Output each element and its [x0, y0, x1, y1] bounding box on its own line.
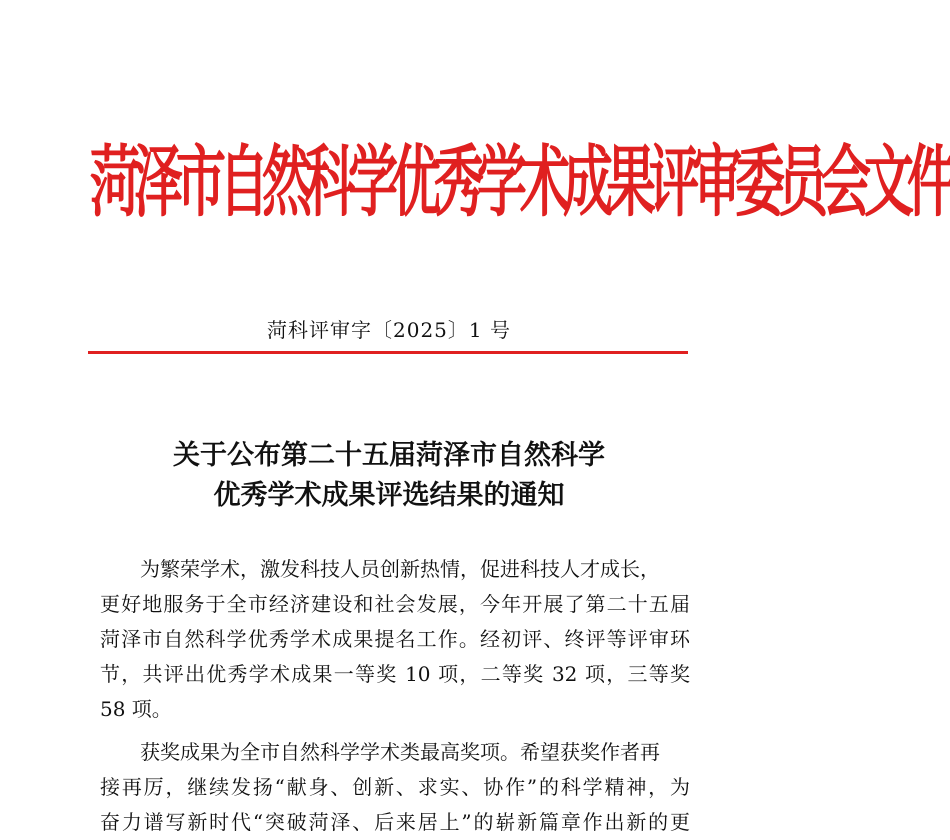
notice-title-line-1: 关于公布第二十五届菏泽市自然科学 — [173, 440, 605, 471]
notice-body — [100, 552, 690, 840]
notice-title — [90, 436, 688, 516]
document-number: 菏科评审字〔2025〕1 号 — [267, 318, 511, 342]
paragraph-2-line: 接再厉，继续发扬“献身、创新、求实、协作”的科学精神，为 — [100, 775, 690, 799]
org-masthead-title: 菏泽市自然科学优秀学术成果评审委员会文件 — [90, 137, 950, 228]
paragraph-1-line: 节，共评出优秀学术成果一等奖 10 项，二等奖 32 项，三等奖 — [100, 662, 690, 686]
red-separator-line — [88, 351, 688, 354]
paragraph-1-line: 菏泽市自然科学优秀学术成果提名工作。经初评、终评等评审环 — [100, 627, 690, 651]
paragraph-2 — [100, 735, 690, 840]
paragraph-1 — [100, 552, 690, 727]
paragraph-1-line: 为繁荣学术，激发科技人员创新热情，促进科技人才成长， — [140, 557, 660, 581]
paragraph-1-line: 58 项。 — [100, 697, 172, 721]
notice-title-line-2: 优秀学术成果评选结果的通知 — [213, 480, 565, 511]
paragraph-gap — [100, 727, 690, 735]
paragraph-2-line: 获奖成果为全市自然科学学术类最高奖项。希望获奖作者再 — [140, 740, 660, 764]
paragraph-1-line: 更好地服务于全市经济建设和社会发展，今年开展了第二十五届 — [100, 592, 690, 616]
paragraph-2-line: 奋力谱写新时代“突破菏泽、后来居上”的崭新篇章作出新的更 — [100, 810, 690, 834]
